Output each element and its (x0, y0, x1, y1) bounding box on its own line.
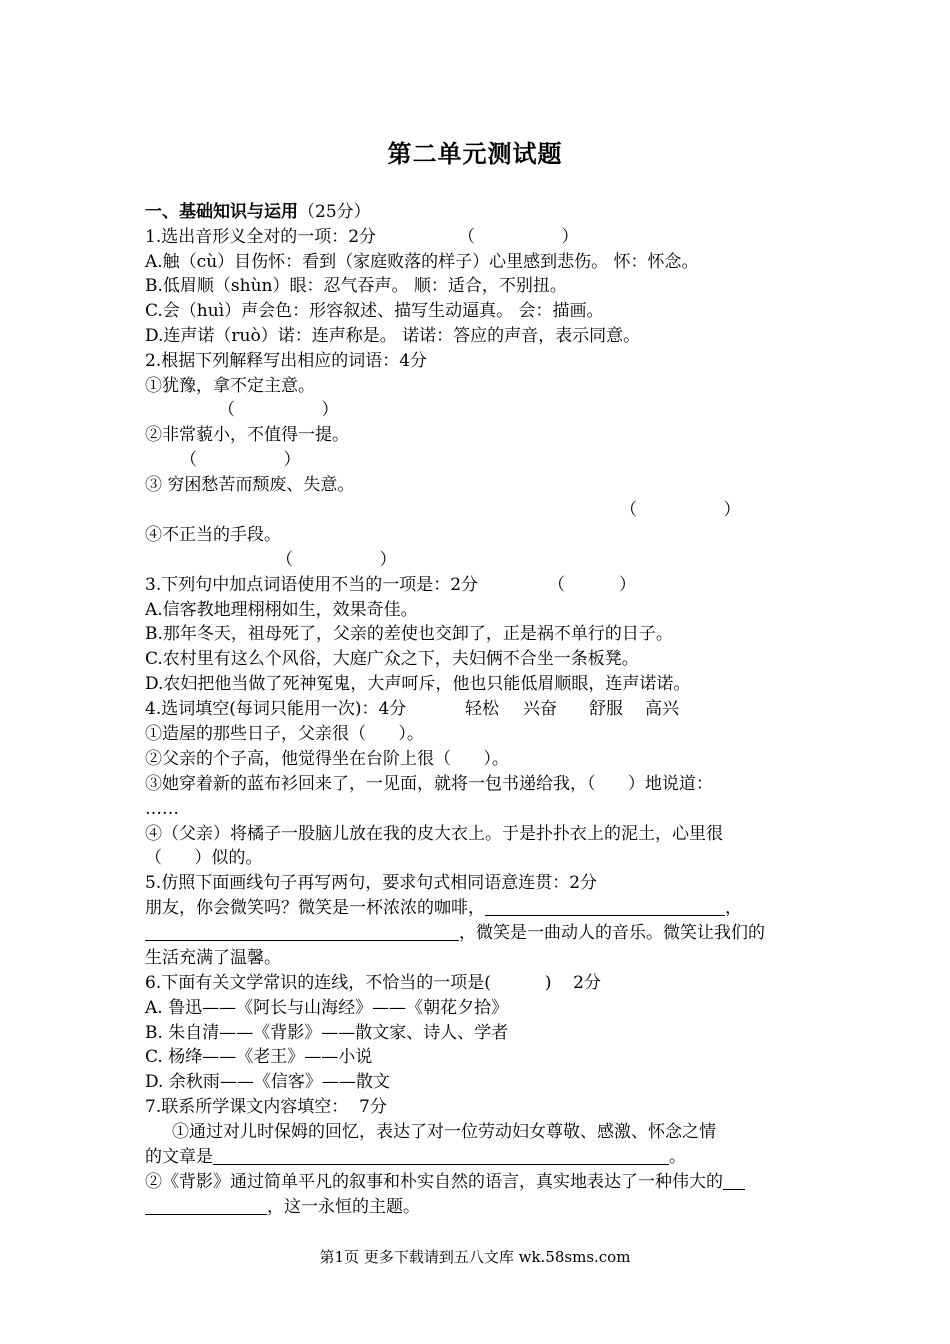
q1-stem (145, 225, 579, 249)
q1-option-d: D.连声诺（ruò）诺：连声称是。 诺诺：答应的声音，表示同意。 (145, 326, 641, 346)
q6-option-a: A. 鲁迅——《阿长与山海经》——《朝花夕拾》 (145, 998, 509, 1018)
q7-item-2 (145, 1170, 745, 1194)
q5-line-3: 生活充满了温馨。 (145, 948, 281, 968)
q3-stem (145, 573, 637, 597)
q7-item-1: ①通过对儿时保姆的回忆，表达了对一位劳动妇女尊敬、感激、怀念之情 (172, 1122, 716, 1142)
q4-line-4-cont: （ ）似的。 (145, 848, 263, 868)
q6-stem: 6.下面有关文学常识的连线，不恰当的一项是( ) 2分 (145, 973, 601, 993)
q4-line-2: ②父亲的个子高，他觉得坐在台阶上很（ ）。 (145, 749, 509, 769)
q5-blank-2[interactable] (145, 922, 459, 941)
q2-paren-4: （ ） (276, 550, 397, 570)
q5-blank-1[interactable] (485, 897, 725, 916)
q4-word-4: 高兴 (645, 699, 679, 719)
q6-option-d: D. 余秋雨——《信客》——散文 (145, 1072, 390, 1092)
q7-period: 。 (669, 1147, 686, 1167)
q3-option-d: D.农妇把他当做了死神冤鬼，大声呵斥，他也只能低眉顺眼，连声诺诺。 (145, 674, 691, 694)
q7-item-1-tail-text: 的文章是 (145, 1147, 213, 1167)
q4-line-3: ③她穿着新的蓝布衫回来了，一见面，就将一包书递给我，（ ）地说道： (145, 774, 713, 794)
q3-option-a: A.信客教地理栩栩如生，效果奇佳。 (145, 600, 418, 620)
q3-answer-paren: （ ） (548, 575, 637, 595)
q4-line-3-cont: …… (145, 799, 179, 819)
q2-item-3: ③ 穷困愁苦而颓废、失意。 (145, 475, 355, 495)
q5-stem: 5.仿照下面画线句子再写两句，要求句式相同语意连贯：2分 (145, 873, 598, 893)
q7-blank-2b[interactable] (145, 1196, 267, 1215)
q7-blank-2a[interactable] (723, 1171, 745, 1190)
q6-option-b: B. 朱自清——《背影》——散文家、诗人、学者 (145, 1023, 509, 1043)
q2-item-2: ②非常藐小，不值得一提。 (145, 425, 349, 445)
q7-stem: 7.联系所学课文内容填空： 7分 (145, 1097, 387, 1117)
q2-item-4: ④不正当的手段。 (145, 525, 281, 545)
q4-word-1: 轻松 (465, 699, 499, 719)
q7-blank-1[interactable] (213, 1146, 669, 1165)
q7-item-2-cont (145, 1195, 420, 1219)
page-footer: 第1页 更多下载请到五八文库 wk.58sms.com (319, 1248, 631, 1266)
q4-word-3: 舒服 (589, 699, 623, 719)
q2-paren-1: （ ） (218, 400, 339, 420)
q5-line-2 (145, 921, 765, 945)
q3-option-c: C.农村里有这么个风俗，大庭广众之下，夫妇俩不合坐一条板凳。 (145, 649, 639, 669)
section-heading (145, 200, 371, 224)
q7-item-2-tail-text: ，这一永恒的主题。 (267, 1197, 420, 1217)
q1-option-b: B.低眉顺（shùn）眼：忍气吞声。 顺：适合，不别扭。 (145, 276, 567, 296)
q2-stem: 2.根据下列解释写出相应的词语：4分 (145, 351, 428, 371)
q2-paren-2: （ ） (180, 450, 301, 470)
q6-option-c: C. 杨绛——《老王》——小说 (145, 1047, 373, 1067)
q1-option-c: C.会（huì）声会色：形容叙述、描写生动逼真。 会：描画。 (145, 301, 604, 321)
q4-stem-text: 4.选词填空(每词只能用一次)：4分 (145, 699, 407, 719)
q4-line-1: ①造屋的那些日子，父亲很（ ）。 (145, 724, 424, 744)
page-title: 第二单元测试题 (387, 139, 563, 168)
q7-item-2-text: ②《背影》通过简单平凡的叙事和朴实自然的语言，真实地表达了一种伟大的 (145, 1172, 723, 1192)
q7-item-1-cont (145, 1145, 686, 1169)
q2-paren-3: （ ） (620, 500, 741, 520)
section-points: （25分） (298, 202, 371, 222)
q3-stem-text: 3.下列句中加点词语使用不当的一项是：2分 (145, 575, 479, 595)
q1-answer-paren: （ ） (458, 227, 579, 247)
q5-comma: ， (725, 898, 742, 918)
q5-line-1 (145, 896, 742, 920)
q4-line-4: ④（父亲）将橘子一股脑儿放在我的皮大衣上。于是扑扑衣上的泥土，心里很 (145, 824, 723, 844)
q4-stem (145, 697, 679, 721)
q3-option-b: B.那年冬天，祖母死了，父亲的差使也交卸了，正是祸不单行的日子。 (145, 624, 673, 644)
q4-word-2: 兴奋 (523, 699, 557, 719)
section-heading-text: 一、基础知识与运用 (145, 202, 298, 222)
q1-option-a: A.触（cù）目伤怀：看到（家庭败落的样子）心里感到悲伤。 怀：怀念。 (145, 252, 699, 272)
q2-item-1: ①犹豫，拿不定主意。 (145, 376, 315, 396)
q5-line-2-text: ，微笑是一曲动人的音乐。微笑让我们的 (459, 923, 765, 943)
q5-line-1-text: 朋友，你会微笑吗？微笑是一杯浓浓的咖啡， (145, 898, 485, 918)
q1-stem-text: 1.选出音形义全对的一项：2分 (145, 227, 377, 247)
